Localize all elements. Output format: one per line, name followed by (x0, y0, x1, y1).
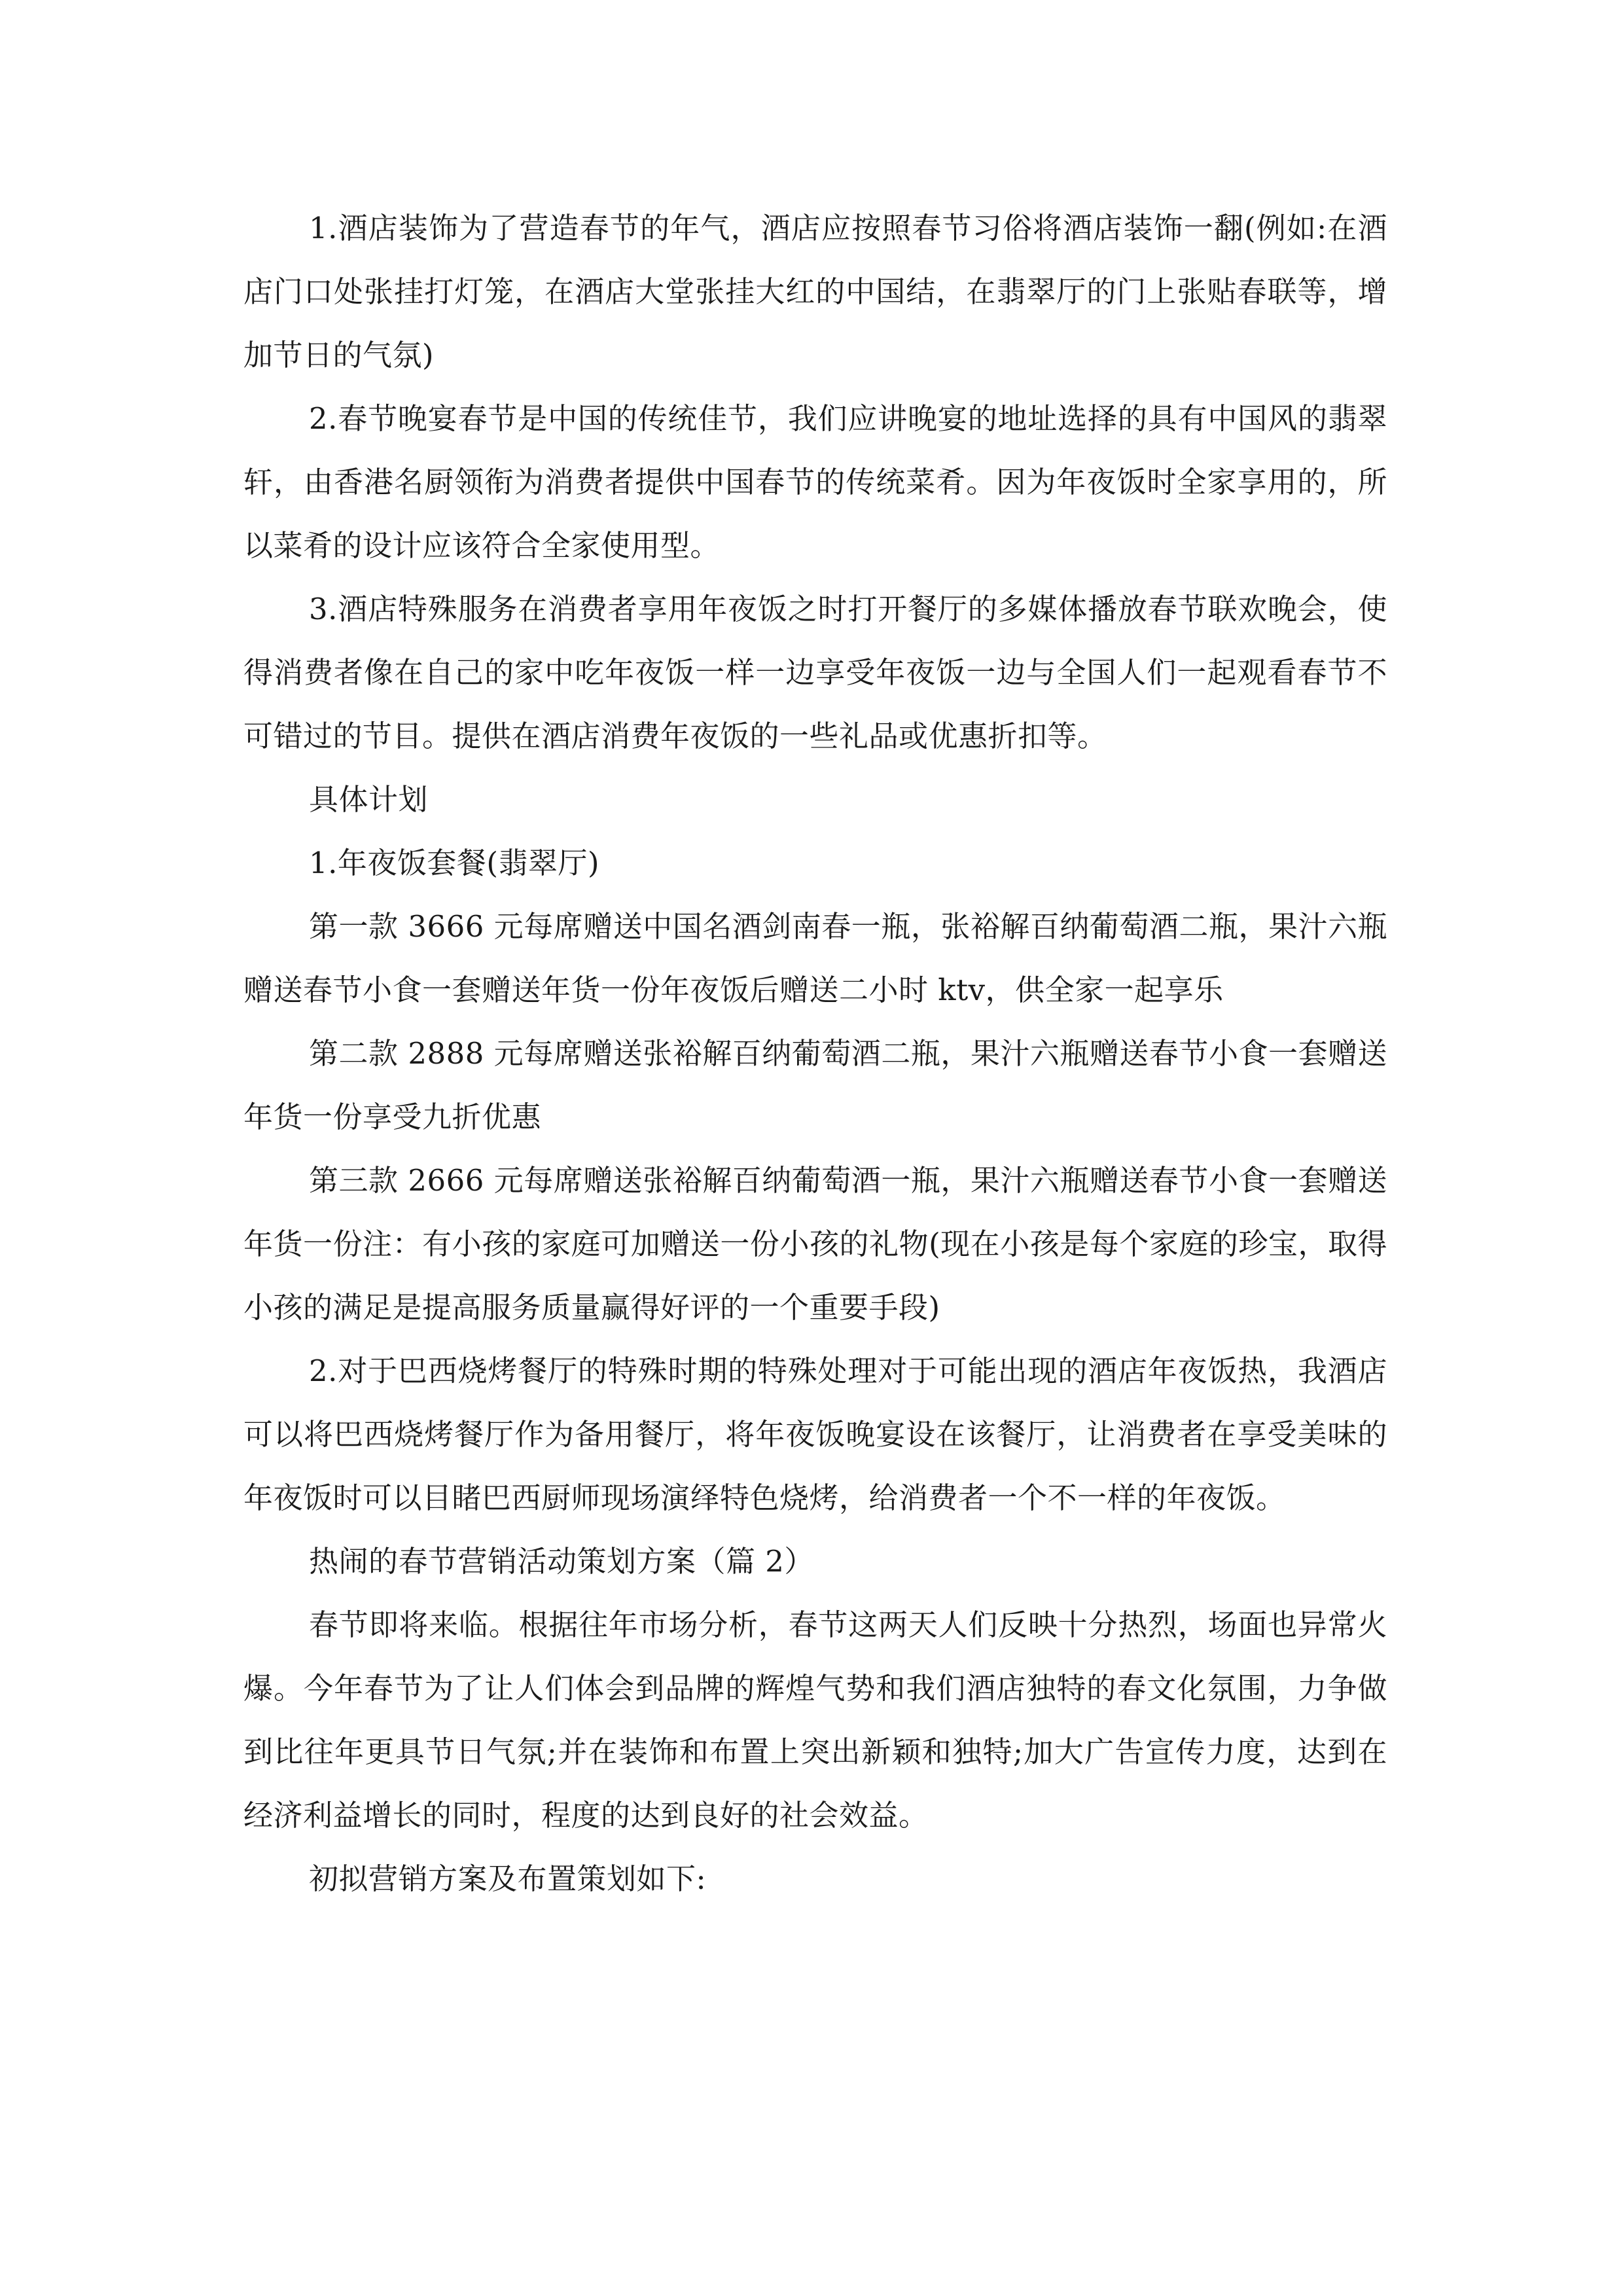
subheading-set-meal: 1.年夜饭套餐(翡翠厅) (309, 846, 600, 880)
section-heading-plan: 具体计划 (309, 782, 429, 817)
paragraph-intro-part-two: 春节即将来临。根据往年市场分析，春节这两天人们反映十分热烈，场面也异常火爆。今年春节为了让人们体会到品牌的辉煌气势和我们酒店独特的春文化氛围，力争做到比往年更具节日气氛;并在装饰和布置上突出新颖和独特;加大广告宣传力度，达到在经济利益增长的同时，程度的达到良好的社会效益。 (243, 1607, 1387, 1833)
paragraph-package-one: 第一款 3666 元每席赠送中国名酒剑南春一瓶，张裕解百纳葡萄酒二瓶，果汁六瓶赠送春节小食一套赠送年货一份年夜饭后赠送二小时 ktv，供全家一起享乐 (243, 909, 1387, 1007)
paragraph-brazil-bbq: 2.对于巴西烧烤餐厅的特殊时期的特殊处理对于可能出现的酒店年夜饭热，我酒店可以将巴西烧烤餐厅作为备用餐厅，将年夜饭晚宴设在该餐厅，让消费者在享受美味的年夜饭时可以目睹巴西厨师现场演绎特色烧烤，给消费者一个不一样的年夜饭。 (243, 1354, 1387, 1515)
paragraph-package-three: 第三款 2666 元每席赠送张裕解百纳葡萄酒一瓶，果汁六瓶赠送春节小食一套赠送年货一份注：有小孩的家庭可加赠送一份小孩的礼物(现在小孩是每个家庭的珍宝，取得小孩的满足是提高服务质量赢得好评的一个重要手段) (243, 1163, 1387, 1325)
paragraph-special-service: 3.酒店特殊服务在消费者享用年夜饭之时打开餐厅的多媒体播放春节联欢晚会，使得消费者像在自己的家中吃年夜饭一样一边享受年夜饭一边与全国人们一起观看春节不可错过的节目。提供在酒店消费年夜饭的一些礼品或优惠折扣等。 (243, 592, 1387, 753)
paragraph-decoration: 1.酒店装饰为了营造春节的年气，酒店应按照春节习俗将酒店装饰一翻(例如:在酒店门口处张挂打灯笼，在酒店大堂张挂大红的中国结，在翡翠厅的门上张贴春联等，增加节日的气氛) (243, 211, 1387, 372)
section-title-part-two: 热闹的春节营销活动策划方案（篇 2） (309, 1544, 814, 1579)
paragraph-plan-lead: 初拟营销方案及布置策划如下: (309, 1861, 707, 1896)
paragraph-package-two: 第二款 2888 元每席赠送张裕解百纳葡萄酒二瓶，果汁六瓶赠送春节小食一套赠送年货一份享受九折优惠 (243, 1036, 1387, 1134)
document-body (243, 196, 1387, 1910)
paragraph-dinner-banquet: 2.春节晚宴春节是中国的传统佳节，我们应讲晚宴的地址选择的具有中国风的翡翠轩，由香港名厨领衔为消费者提供中国春节的传统菜肴。因为年夜饭时全家享用的，所以菜肴的设计应该符合全家使用型。 (243, 401, 1387, 563)
